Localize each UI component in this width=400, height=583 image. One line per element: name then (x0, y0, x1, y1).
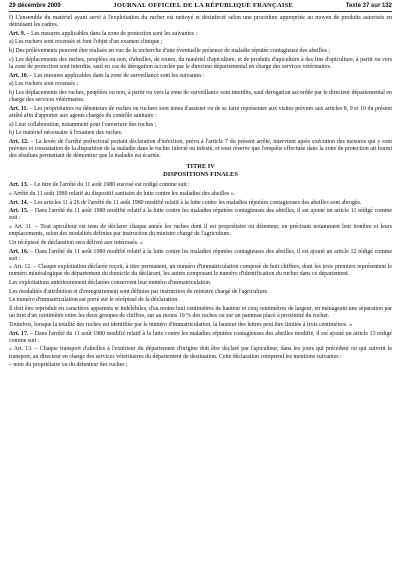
paragraph (9, 289, 392, 296)
paragraph (9, 224, 392, 238)
paragraph (9, 139, 392, 160)
paragraph (9, 39, 392, 46)
paragraph (9, 264, 392, 278)
article-number: Art. 17. (9, 330, 29, 337)
paragraph-text: f) L'ensemble du matériel ayant servi à l'exploitation du rucher est nettoyé et désinfecté selon une procédure appropriée au moyen de produits autorisés en détruisant les cadres. (9, 15, 392, 29)
paragraph (9, 81, 392, 88)
paragraph (9, 208, 392, 222)
paragraph (9, 249, 392, 263)
section-articles-13-17 (9, 182, 392, 369)
paragraph-text: Un récépissé de déclaration sera délivré aux intéressés. » (9, 239, 143, 246)
paragraph-text: a) Les ruchers sont recensés et font l'objet d'un examen clinique ; (9, 39, 163, 46)
paragraph-text: – Dans l'arrêté du 11 août 1980 modifié relatif à la lutte contre les maladies réputées contagieuses des abeilles, il est ajouté un article 11 rédigé comme suit : (9, 208, 393, 222)
paragraph-text: b) Des prélèvements peuvent être réalisés en vue de la recherche d'une éventuelle présence de maladie réputée contagieuse des abeilles ; (9, 48, 330, 55)
paragraph-text: « Arrêté du 11 août 1980 relatif au dispositif sanitaire de lutte contre les maladies des abeilles ». (9, 190, 236, 197)
paragraph-text: Le numéro d'immatriculation est porté sur le récépissé de la déclaration. (9, 297, 179, 304)
article-number: Art. 12. (9, 138, 29, 145)
paragraph (9, 31, 392, 38)
titre-heading: TITRE IV (186, 163, 215, 171)
paragraph (9, 57, 392, 71)
paragraph-text: – Les articles 11 à 26 de l'arrêté du 11 août 1980 modifié relatif à la lutte contre les maladies réputées contagieuses des abeilles sont abrogés. (28, 199, 362, 206)
paragraph-text: – nom du propriétaire ou du détenteur des ruches ; (9, 362, 128, 369)
paragraph-text: « Art. 11. – Tout apiculteur est tenu de déclarer chaque année les ruches dont il est propriétaire ou détenteur, en précisant notamment leur nombre et leurs emplacements, selon des modalités définies par instruction du ministre chargé de l'agriculture. (9, 224, 392, 238)
paragraph-text: a) Les ruchers sont recensés ; (9, 81, 79, 88)
paragraph-text: Il doit être reproduit en caractères apparents et indélébiles, d'au moins huit centimètres de hauteur et cinq centimètres de largeur, en ménageant une séparation par un tiret d'un centimètre entre les deux groupes de chiffres, sur au moins 10 % des ruches ou sur un panneau placé à proximité du rucher. (9, 306, 392, 320)
article-number: Art. 11. (9, 105, 28, 112)
paragraph-text: a) Leur collaboration, notamment pour l'ouverture des ruches ; (9, 121, 157, 128)
paragraph-text: – Le titre de l'arrêté du 11 août 1980 susvisé est rédigé comme suit : (28, 182, 190, 189)
paragraph-text: Les modalités d'attribution et d'enregistrement sont définies par instruction du ministre chargé de l'agriculture. (9, 288, 269, 295)
paragraph (9, 182, 392, 189)
header-journal-title: JOURNAL OFFICIEL DE LA RÉPUBLIQUE FRANÇAISE (113, 2, 294, 9)
article-number: Art. 10. (9, 72, 29, 79)
paragraph-text: b) Le matériel nécessaire à l'examen des ruches. (9, 130, 123, 137)
article-number: Art. 14. (9, 199, 29, 206)
paragraph (9, 130, 392, 137)
paragraph (9, 90, 392, 104)
paragraph-text: – Les mesures applicables dans la zone de surveillance sont les suivantes : (28, 72, 205, 79)
article-number: Art. 15. (9, 208, 29, 215)
page-header (9, 2, 392, 12)
paragraph-text: Toutefois, lorsque la totalité des ruches est identifiée par le numéro d'immatriculation, la hauteur des lettres peut être limitée à trois centimètres. » (9, 321, 353, 328)
paragraph (9, 191, 392, 198)
article-number: Art. 13. (9, 182, 29, 189)
paragraph (9, 362, 392, 369)
paragraph-text: – Dans l'arrêté du 11 août 1980 modifié relatif à la lutte contre les maladies réputées contagieuses des abeilles, il est ajouté un article 12 rédigé comme suit : (9, 248, 392, 262)
paragraph-text: « Art. 12. – Chaque exploitation déclarée reçoit, à titre permanent, un numéro d'immatriculation composé de huit chiffres, dont les trois premiers représentent le numéro minéralogique du département du domicile du déclarant, les autres composant le numéro d'identification du rucher dans ce département. (9, 264, 392, 278)
paragraph (9, 331, 392, 345)
paragraph-text: – Dans l'arrêté du 11 août 1980 modifié relatif à la lutte contre les maladies réputées contagieuses des abeilles modifié, il est ajouté un article 13 rédigé comme suit : (9, 330, 393, 344)
paragraph (9, 122, 392, 129)
header-text-reference: Texte 37 sur 132 (345, 3, 392, 9)
paragraph (9, 306, 392, 320)
paragraph-text: c) Les déplacements des ruches, peuplées ou non, d'abeilles, de reines, du matériel d'apiculture, et de produits d'apiculture à des fins d'apiculture, à partir ou vers la zone de protection sont interdits, sauf en cas de dérogation accordée par le directeur départemental en charge des services vétérinaires. (9, 56, 392, 70)
dispositions-finales-heading: DISPOSITIONS FINALES (163, 171, 238, 179)
article-number: Art. 9. (9, 30, 26, 37)
paragraph (9, 240, 392, 247)
paragraph-text: – Les mesures applicables dans la zone de protection sont les suivantes : (25, 30, 198, 37)
paragraph-text: Les exploitations antérieurement déclarées conservent leur numéro d'immatriculation. (9, 280, 212, 287)
paragraph (9, 200, 392, 207)
paragraph (9, 322, 392, 329)
article-number: Art. 16. (9, 248, 29, 255)
paragraph (9, 346, 392, 360)
paragraph-text: – Les propriétaires ou détenteurs de ruches ou ruchers sont tenus d'assister ou de se faire représenter aux visites prévues aux articles 8, 9 et 10 du présent arrêté afin d'apporter aux agents chargés du contrôle sanitaire : (9, 105, 392, 119)
section-articles-9-12 (9, 15, 392, 160)
header-date: 29 décembre 2009 (9, 3, 61, 9)
paragraph (9, 280, 392, 287)
paragraph (9, 73, 392, 80)
paragraph (9, 15, 392, 29)
paragraph-text: « Art. 13. – Chaque transport d'abeilles à l'extérieur du département d'origine doit être déclaré par l'apiculteur, dans les jours qui précèdent ou qui suivent le transport, au directeur en charge des services vétérinaires du département de destination. Cette déclaration comprend les mentions suivantes : (9, 346, 392, 360)
paragraph (9, 297, 392, 304)
paragraph-text: b) Les déplacements des ruches, peuplées ou non, à partir ou vers la zone de surveillance sont interdits, sauf dérogation accordée par le directeur départemental en charge des services vétérinaires. (9, 90, 392, 104)
paragraph (9, 106, 392, 120)
paragraph (9, 48, 392, 55)
paragraph-text: – La levée de l'arrêté préfectoral portant déclaration d'infection, prévu à l'article 7 du présent arrêté, intervient après exécution des mesures qui y sont prévues et constatation de la disparition de la maladie dans le rucher infecté ou infesté, et sous réserve que l'enquête effectuée dans la zone de protection ait fourni des résultats permettant de démontrer que la maladie est écartée. (9, 138, 393, 160)
